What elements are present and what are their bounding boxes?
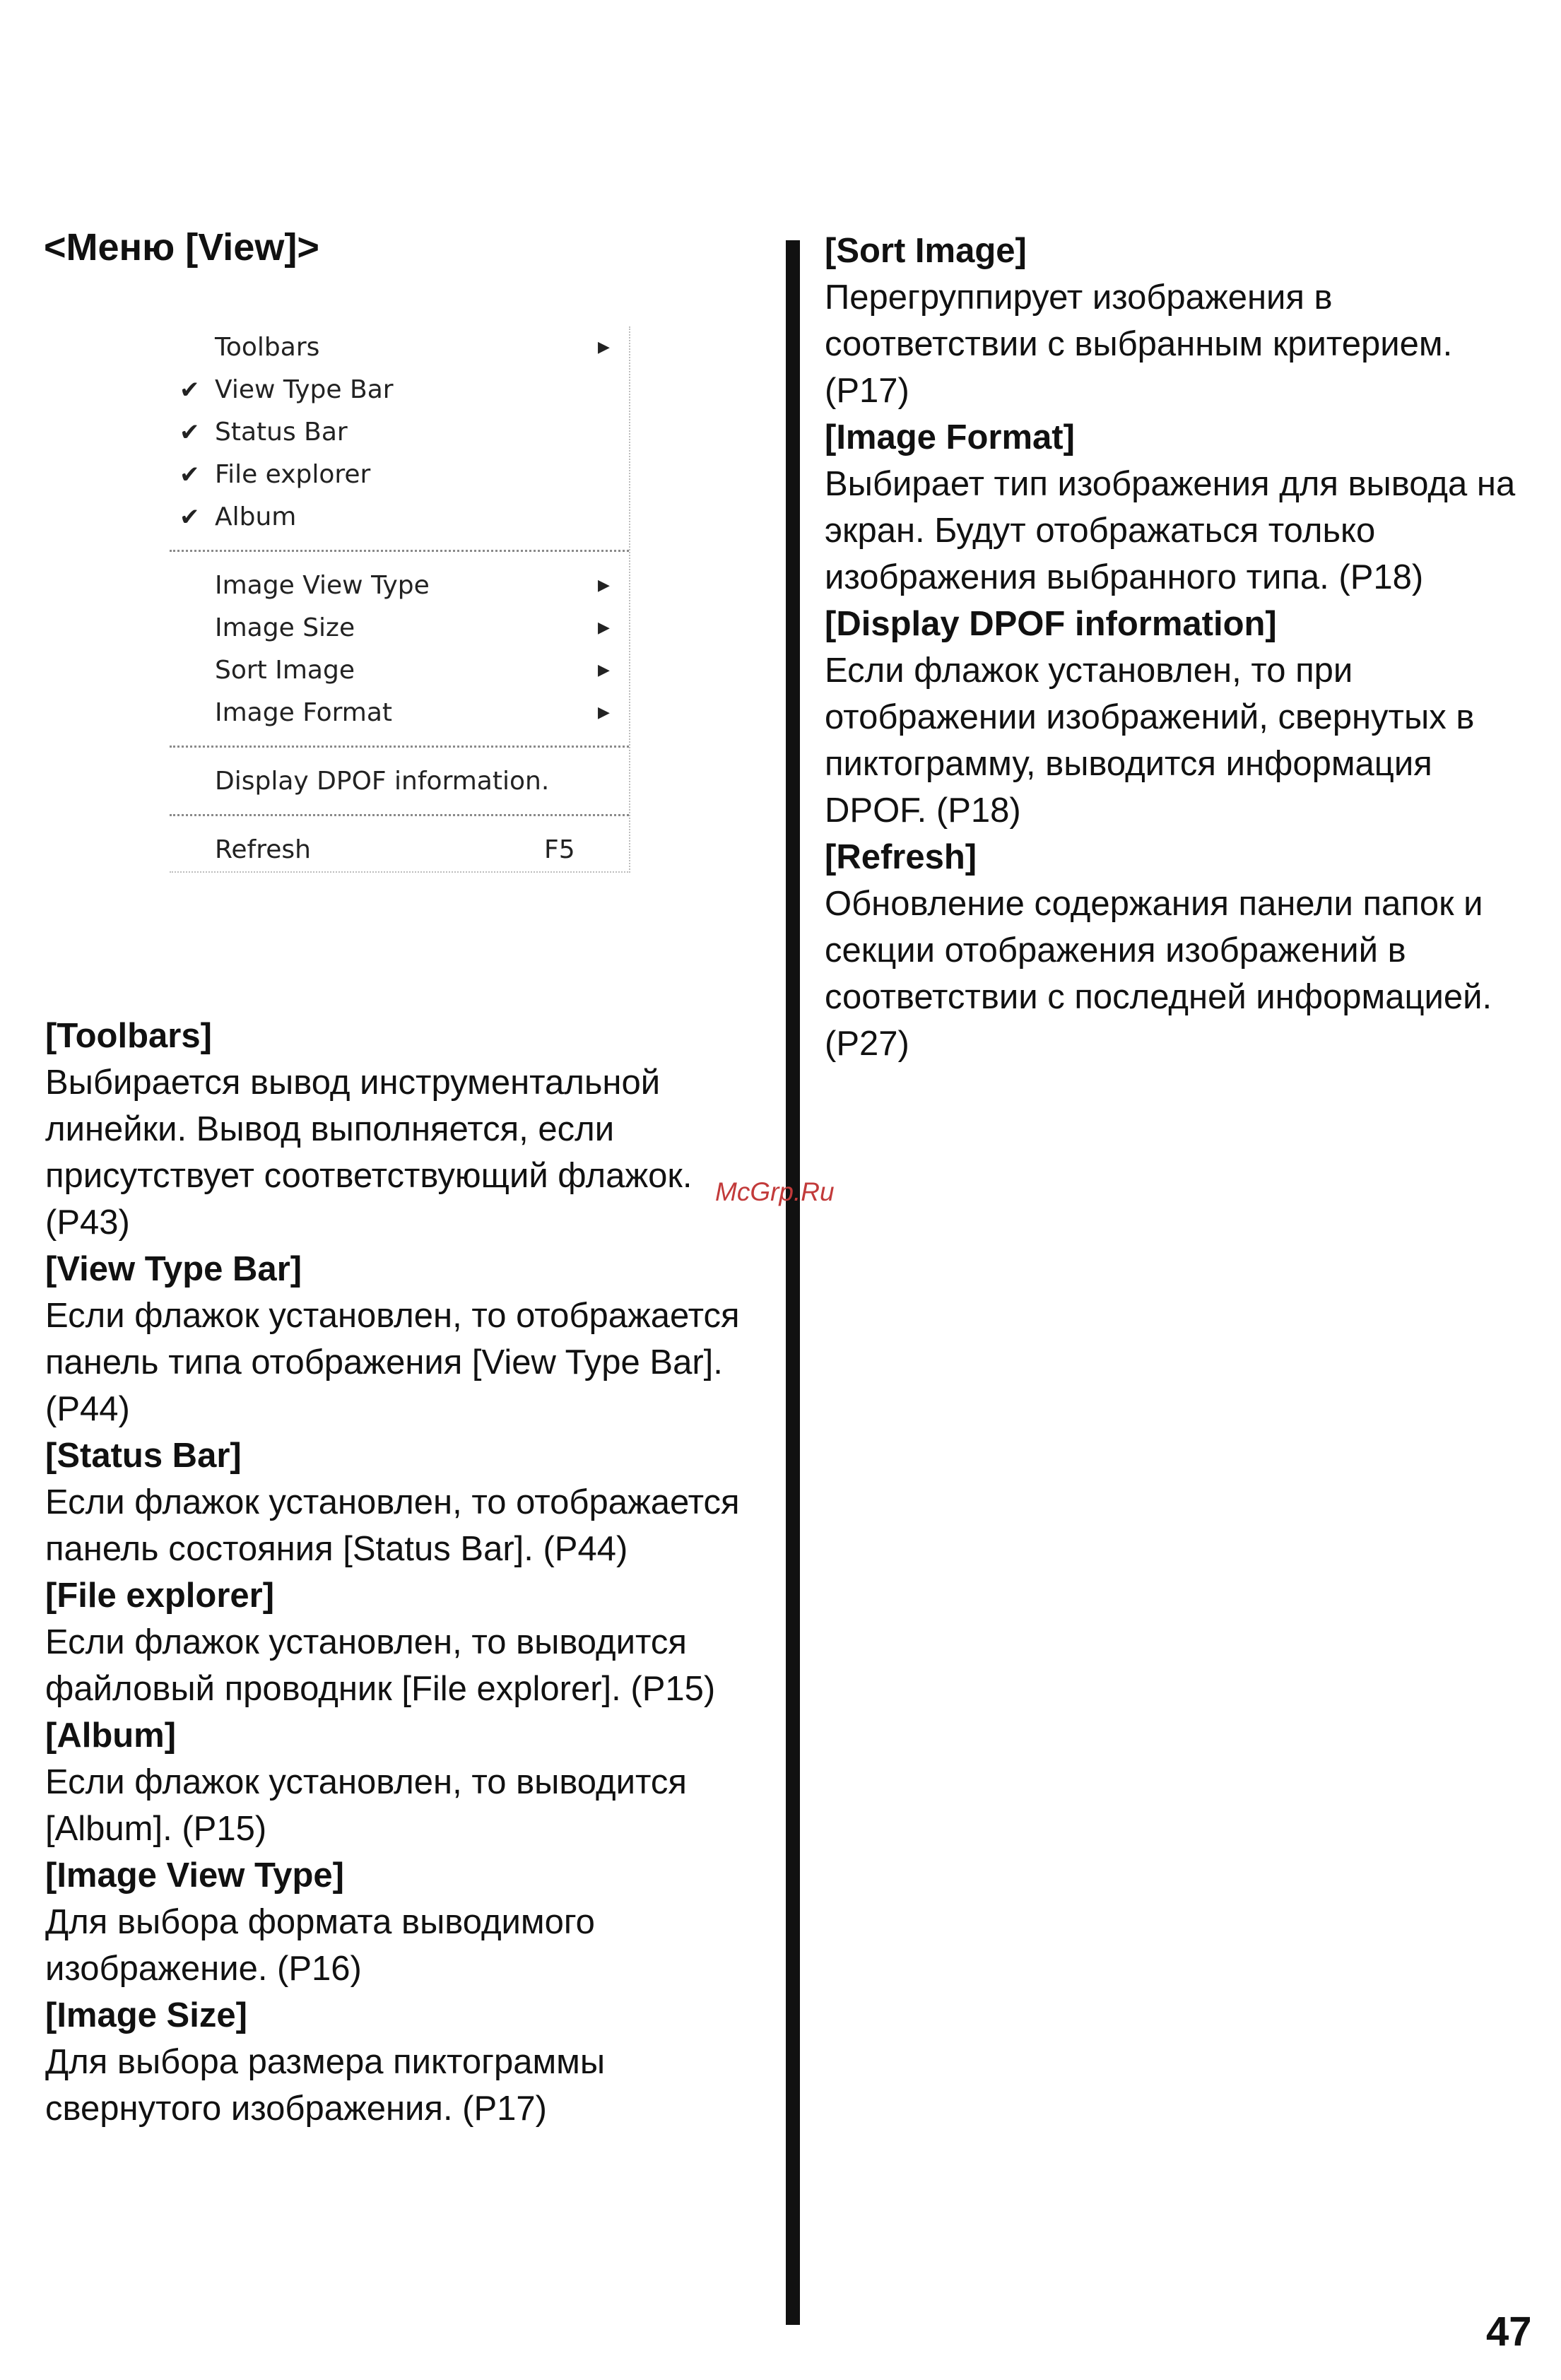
menu-item-display-dpof	[170, 760, 629, 803]
term-description: Если флажок установлен, то отображается панель состояния [Status Bar]. (P44)	[45, 1483, 740, 1568]
menu-item-image-view-type	[170, 565, 629, 607]
menu-shortcut: F5	[544, 835, 575, 864]
term-description: Для выбора размера пиктограммы свернутого изображения. (P17)	[45, 2043, 606, 2128]
submenu-arrow-icon: ▶	[598, 704, 610, 721]
term-heading: [Display DPOF information]	[825, 605, 1277, 643]
menu-item-image-format	[170, 692, 629, 734]
term-description: Выбирается вывод инструментальной линейки. Вывод выполняется, если присутствует соответствующий флажок. (P43)	[45, 1064, 693, 1242]
menu-separator	[170, 746, 629, 748]
right-column	[825, 228, 1538, 1067]
menu-item-status-bar	[170, 411, 629, 454]
term-heading: [Album]	[45, 1716, 177, 1755]
menu-item-label: Refresh	[215, 835, 311, 864]
view-menu-screenshot	[170, 326, 630, 873]
term-description: Если флажок установлен, то отображается панель типа отображения [View Type Bar]. (P44)	[45, 1297, 740, 1428]
term-heading: [File explorer]	[45, 1577, 275, 1615]
menu-item-label: File explorer	[215, 460, 371, 489]
menu-separator	[170, 814, 629, 816]
menu-item-file-explorer	[170, 454, 629, 496]
term-heading: [Image Size]	[45, 1996, 247, 2034]
menu-item-label: Image View Type	[215, 571, 430, 600]
term-heading: [Image View Type]	[45, 1856, 344, 1895]
menu-item-sort-image	[170, 649, 629, 692]
menu-item-label: Album	[215, 502, 297, 531]
term-description: Если флажок установлен, то выводится [Album]. (P15)	[45, 1763, 687, 1848]
term-description: Выбирает тип изображения для вывода на экран. Будут отображаться только изображения выбранного типа. (P18)	[825, 465, 1516, 596]
submenu-arrow-icon: ▶	[598, 661, 610, 679]
menu-item-label: Toolbars	[215, 333, 320, 362]
term-description: Перегруппирует изображения в соответствии с выбранным критерием. (P17)	[825, 278, 1453, 410]
page-number: 47	[1486, 2309, 1532, 2355]
menu-item-view-type-bar	[170, 369, 629, 411]
term-heading: [Toolbars]	[45, 1017, 212, 1055]
menu-group-dpof	[170, 760, 629, 803]
term-description: Если флажок установлен, то при отображении изображений, свернутых в пиктограмму, выводится информация DPOF. (P18)	[825, 652, 1475, 830]
menu-group-refresh	[170, 829, 629, 871]
menu-item-label: Image Size	[215, 613, 355, 642]
menu-item-refresh	[170, 829, 629, 871]
term-heading: [Image Format]	[825, 418, 1075, 456]
menu-item-label: Status Bar	[215, 418, 348, 447]
submenu-arrow-icon: ▶	[598, 338, 610, 356]
page-heading: <Меню [View]>	[44, 226, 319, 269]
term-description: Обновление содержания панели папок и секции отображения изображений в соответствии с последней информацией. (P27)	[825, 885, 1492, 1063]
left-column	[45, 1013, 759, 2132]
check-icon: ✔	[179, 503, 200, 531]
menu-item-album	[170, 496, 629, 538]
watermark: McGrp.Ru	[715, 1177, 835, 1206]
menu-item-label: Image Format	[215, 698, 393, 727]
term-heading: [Refresh]	[825, 838, 977, 876]
menu-item-label: View Type Bar	[215, 375, 394, 404]
term-description: Для выбора формата выводимого изображение. (P16)	[45, 1903, 595, 1988]
menu-group-toolbars	[170, 326, 629, 538]
menu-item-image-size	[170, 607, 629, 649]
menu-separator	[170, 550, 629, 552]
submenu-arrow-icon: ▶	[598, 619, 610, 637]
menu-item-toolbars	[170, 326, 629, 369]
check-icon: ✔	[179, 461, 200, 489]
term-description: Если флажок установлен, то выводится файловый проводник [File explorer]. (P15)	[45, 1623, 716, 1708]
check-icon: ✔	[179, 418, 200, 447]
submenu-arrow-icon: ▶	[598, 577, 610, 594]
check-icon: ✔	[179, 376, 200, 404]
menu-item-label: Sort Image	[215, 656, 355, 685]
menu-item-label: Display DPOF information.	[215, 767, 550, 796]
column-divider	[786, 240, 800, 2325]
term-heading: [View Type Bar]	[45, 1250, 302, 1288]
menu-group-image	[170, 565, 629, 734]
term-heading: [Sort Image]	[825, 232, 1027, 270]
term-heading: [Status Bar]	[45, 1437, 242, 1475]
